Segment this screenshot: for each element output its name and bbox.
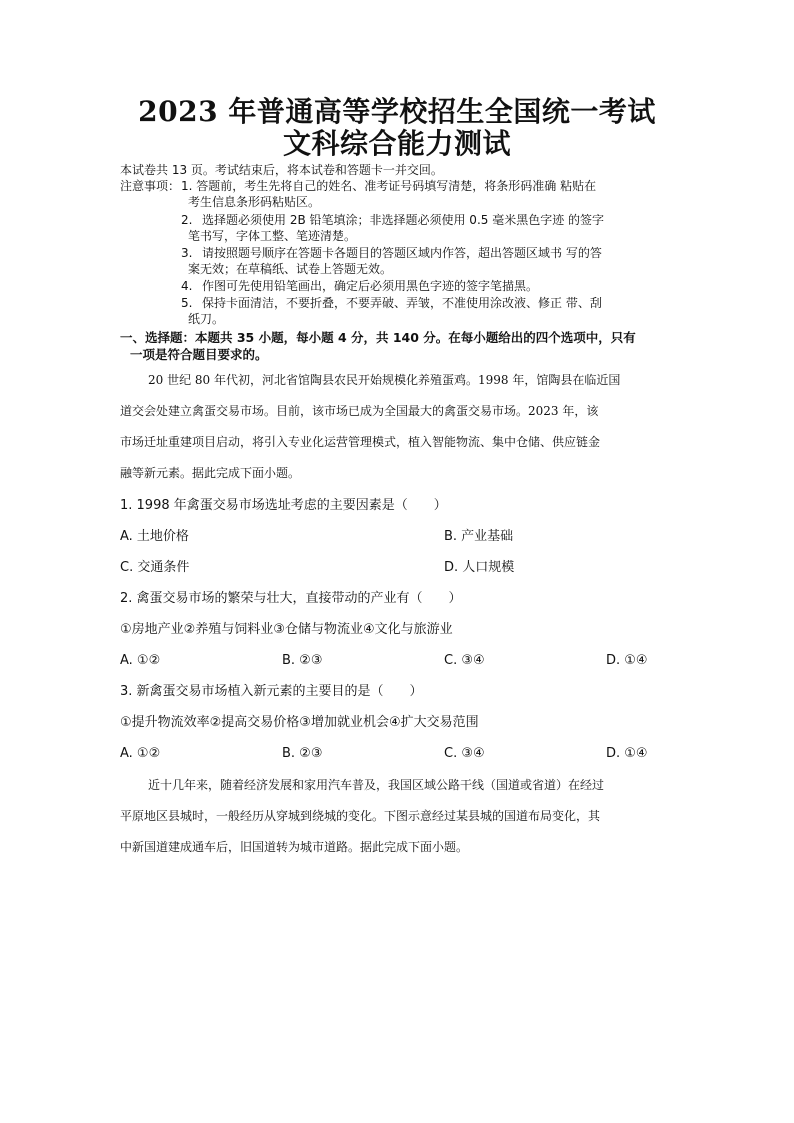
question-1-option-d: D. 人口规模 xyxy=(444,560,515,575)
passage-1-line-3: 市场迁址重建项目启动，将引入专业化运营管理模式，植入智能物流、集中仓储、供应链金 xyxy=(120,435,601,449)
exam-subtitle: 文科综合能力测试 xyxy=(282,127,511,160)
note-3-line-1: 请按照题号顺序在答题卡各题目的答题区域内作答，超出答题区域书 写的答 xyxy=(202,246,602,260)
note-5-line-2: 纸刀。 xyxy=(188,312,225,326)
intro-text: 本试卷共 13 页。考试结束后，将本试卷和答题卡一并交回。 xyxy=(120,163,443,177)
question-2-option-b: B. ②③ xyxy=(282,653,323,668)
passage-2-line-3: 中新国道建成通车后，旧国道转为城市道路。据此完成下面小题。 xyxy=(120,840,469,854)
question-1-stem: 1. 1998 年禽蛋交易市场选址考虑的主要因素是（ ） xyxy=(120,498,447,513)
note-2-line-1: 选择题必须使用 2B 铅笔填涂；非选择题必须使用 0.5 毫米黑色字迹 的签字 xyxy=(202,213,605,227)
note-4-number: 4. xyxy=(181,279,193,293)
note-2-line-2: 笔书写，字体工整、笔迹清楚。 xyxy=(188,229,357,243)
question-2-option-d: D. ①④ xyxy=(606,653,648,668)
question-1-option-a: A. 土地价格 xyxy=(120,529,189,544)
section-1-heading-cont: 一项是符合题目要求的。 xyxy=(130,347,268,362)
note-2-number: 2. xyxy=(181,213,193,227)
passage-2-line-1: 近十几年来，随着经济发展和家用汽车普及，我国区域公路干线（国道或省道）在经过 xyxy=(148,778,605,792)
question-2-items: ①房地产业②养殖与饲料业③仓储与物流业④文化与旅游业 xyxy=(120,622,453,637)
note-5-number: 5. xyxy=(181,296,193,310)
question-3-option-b: B. ②③ xyxy=(282,746,323,761)
question-3-option-d: D. ①④ xyxy=(606,746,648,761)
note-4-line-1: 作图可先使用铅笔画出，确定后必须用黑色字迹的签字笔描黑。 xyxy=(202,279,539,293)
question-2-stem: 2. 禽蛋交易市场的繁荣与壮大，直接带动的产业有（ ） xyxy=(120,591,462,606)
note-1-line-1: 1. 答题前，考生先将自己的姓名、准考证号码填写清楚，将条形码准确 粘贴在 xyxy=(181,179,597,193)
question-1-option-b: B. 产业基础 xyxy=(444,529,514,544)
notes-label: 注意事项： xyxy=(120,179,181,193)
note-3-number: 3. xyxy=(181,246,193,260)
section-1-heading: 一、选择题：本题共 35 小题，每小题 4 分，共 140 分。在每小题给出的四个选项中，只有 xyxy=(120,330,636,345)
question-3-stem: 3. 新禽蛋交易市场植入新元素的主要目的是（ ） xyxy=(120,684,423,699)
question-3-option-c: C. ③④ xyxy=(444,746,485,761)
note-3-line-2: 案无效；在草稿纸、试卷上答题无效。 xyxy=(188,262,393,276)
passage-1-line-2: 道交会处建立禽蛋交易市场。目前，该市场已成为全国最大的禽蛋交易市场。2023 年，该 xyxy=(120,404,599,418)
question-1-option-c: C. 交通条件 xyxy=(120,560,190,575)
question-3-option-a: A. ①② xyxy=(120,746,161,761)
passage-1-line-4: 融等新元素。据此完成下面小题。 xyxy=(120,466,301,480)
passage-2-line-2: 平原地区县城时，一般经历从穿城到绕城的变化。下图示意经过某县城的国道布局变化，其 xyxy=(120,809,601,823)
question-2-option-a: A. ①② xyxy=(120,653,161,668)
note-5-line-1: 保持卡面清洁，不要折叠，不要弄破、弄皱，不准使用涂改液、修正 带、刮 xyxy=(202,296,602,310)
question-3-items: ①提升物流效率②提高交易价格③增加就业机会④扩大交易范围 xyxy=(120,715,479,730)
note-1-line-2: 考生信息条形码粘贴区。 xyxy=(188,195,321,209)
passage-1-line-1: 20 世纪 80 年代初，河北省馆陶县农民开始规模化养殖蛋鸡。1998 年，馆陶县在临近国 xyxy=(148,373,621,387)
question-2-option-c: C. ③④ xyxy=(444,653,485,668)
exam-title: 2023 年普通高等学校招生全国统一考试 xyxy=(138,95,656,128)
